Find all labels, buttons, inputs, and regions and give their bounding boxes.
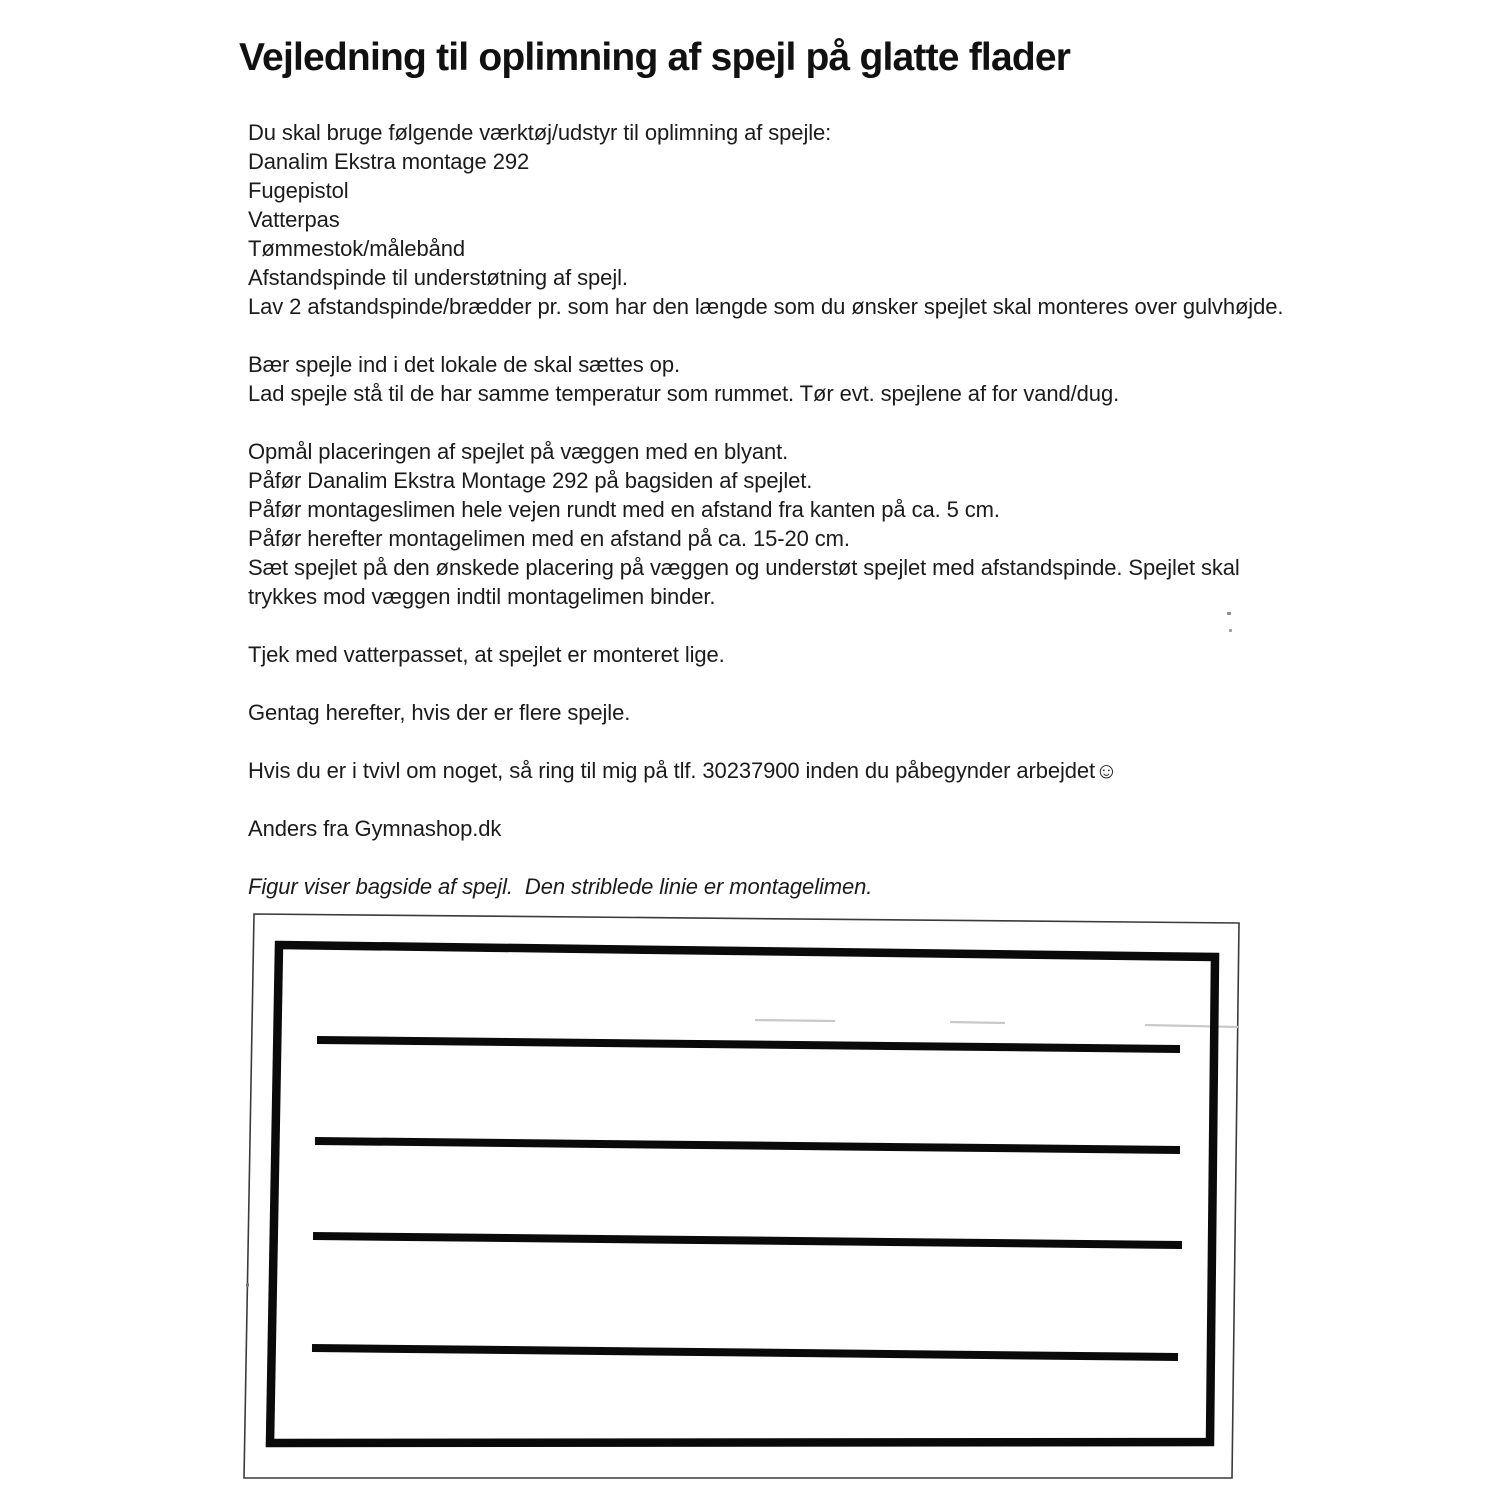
text-line: Du skal bruge følgende værktøj/udstyr til oplimning af spejle: xyxy=(248,120,832,145)
text-line: Figur viser bagside af spejl. Den striblede linie er montagelimen. xyxy=(248,874,873,899)
text-line: Påfør Danalim Ekstra Montage 292 på bagsiden af spejlet. xyxy=(248,468,813,493)
text-line: Fugepistol xyxy=(248,178,349,203)
text-line: Sæt spejlet på den ønskede placering på væggen og understøt spejlet med afstandspinde. Spejlet skal xyxy=(248,555,1240,580)
glue-line xyxy=(313,1236,1182,1245)
paragraph-mounting-steps xyxy=(248,437,1348,611)
text-line: Tjek med vatterpasset, at spejlet er monteret lige. xyxy=(248,642,725,667)
text-line: Gentag herefter, hvis der er flere spejle. xyxy=(248,700,631,725)
paragraph-acclimatize xyxy=(248,350,1348,408)
text-line: Påfør herefter montagelimen med en afstand på ca. 15-20 cm. xyxy=(248,526,850,551)
glue-line xyxy=(317,1040,1180,1049)
document-body xyxy=(248,118,1348,901)
mirror-figure xyxy=(235,900,1245,1492)
scan-speck xyxy=(246,1283,249,1287)
text-line: Hvis du er i tvivl om noget, så ring til mig på tlf. 30237900 inden du påbegynder arbejdet☺ xyxy=(248,758,1118,783)
mirror-outline xyxy=(270,945,1215,1443)
text-line: Påfør montageslimen hele vejen rundt med en afstand fra kanten på ca. 5 cm. xyxy=(248,497,1000,522)
document-title: Vejledning til oplimning af spejl på glatte flader xyxy=(239,36,1071,79)
paragraph-repeat xyxy=(248,698,1348,727)
text-line: Vatterpas xyxy=(248,207,340,232)
figure-outer-border xyxy=(244,914,1239,1478)
text-line: Opmål placeringen af spejlet på væggen med en blyant. xyxy=(248,439,789,464)
text-line: Lav 2 afstandspinde/brædder pr. som har den længde som du ønsker spejlet skal monteres over gulvhøjde. xyxy=(248,294,1284,319)
text-line: Lad spejle stå til de har samme temperatur som rummet. Tør evt. spejlene af for vand/dug. xyxy=(248,381,1120,406)
paragraph-contact xyxy=(248,756,1348,785)
text-line: Danalim Ekstra montage 292 xyxy=(248,149,530,174)
text-line: Bær spejle ind i det lokale de skal sættes op. xyxy=(248,352,680,377)
figure-caption xyxy=(248,872,1348,901)
text-line: trykkes mod væggen indtil montagelimen binder. xyxy=(248,584,716,609)
glue-line xyxy=(315,1141,1180,1150)
scan-speck xyxy=(1227,612,1231,615)
text-line: Anders fra Gymnashop.dk xyxy=(248,816,502,841)
glue-line xyxy=(312,1348,1178,1357)
scan-speck xyxy=(1229,629,1232,632)
text-line: Afstandspinde til understøtning af spejl. xyxy=(248,265,628,290)
paragraph-check-level xyxy=(248,640,1348,669)
paragraph-signature xyxy=(248,814,1348,843)
scan-artifact-line xyxy=(755,1020,1238,1027)
text-line: Tømmestok/målebånd xyxy=(248,236,466,261)
paragraph-tools xyxy=(248,118,1348,321)
